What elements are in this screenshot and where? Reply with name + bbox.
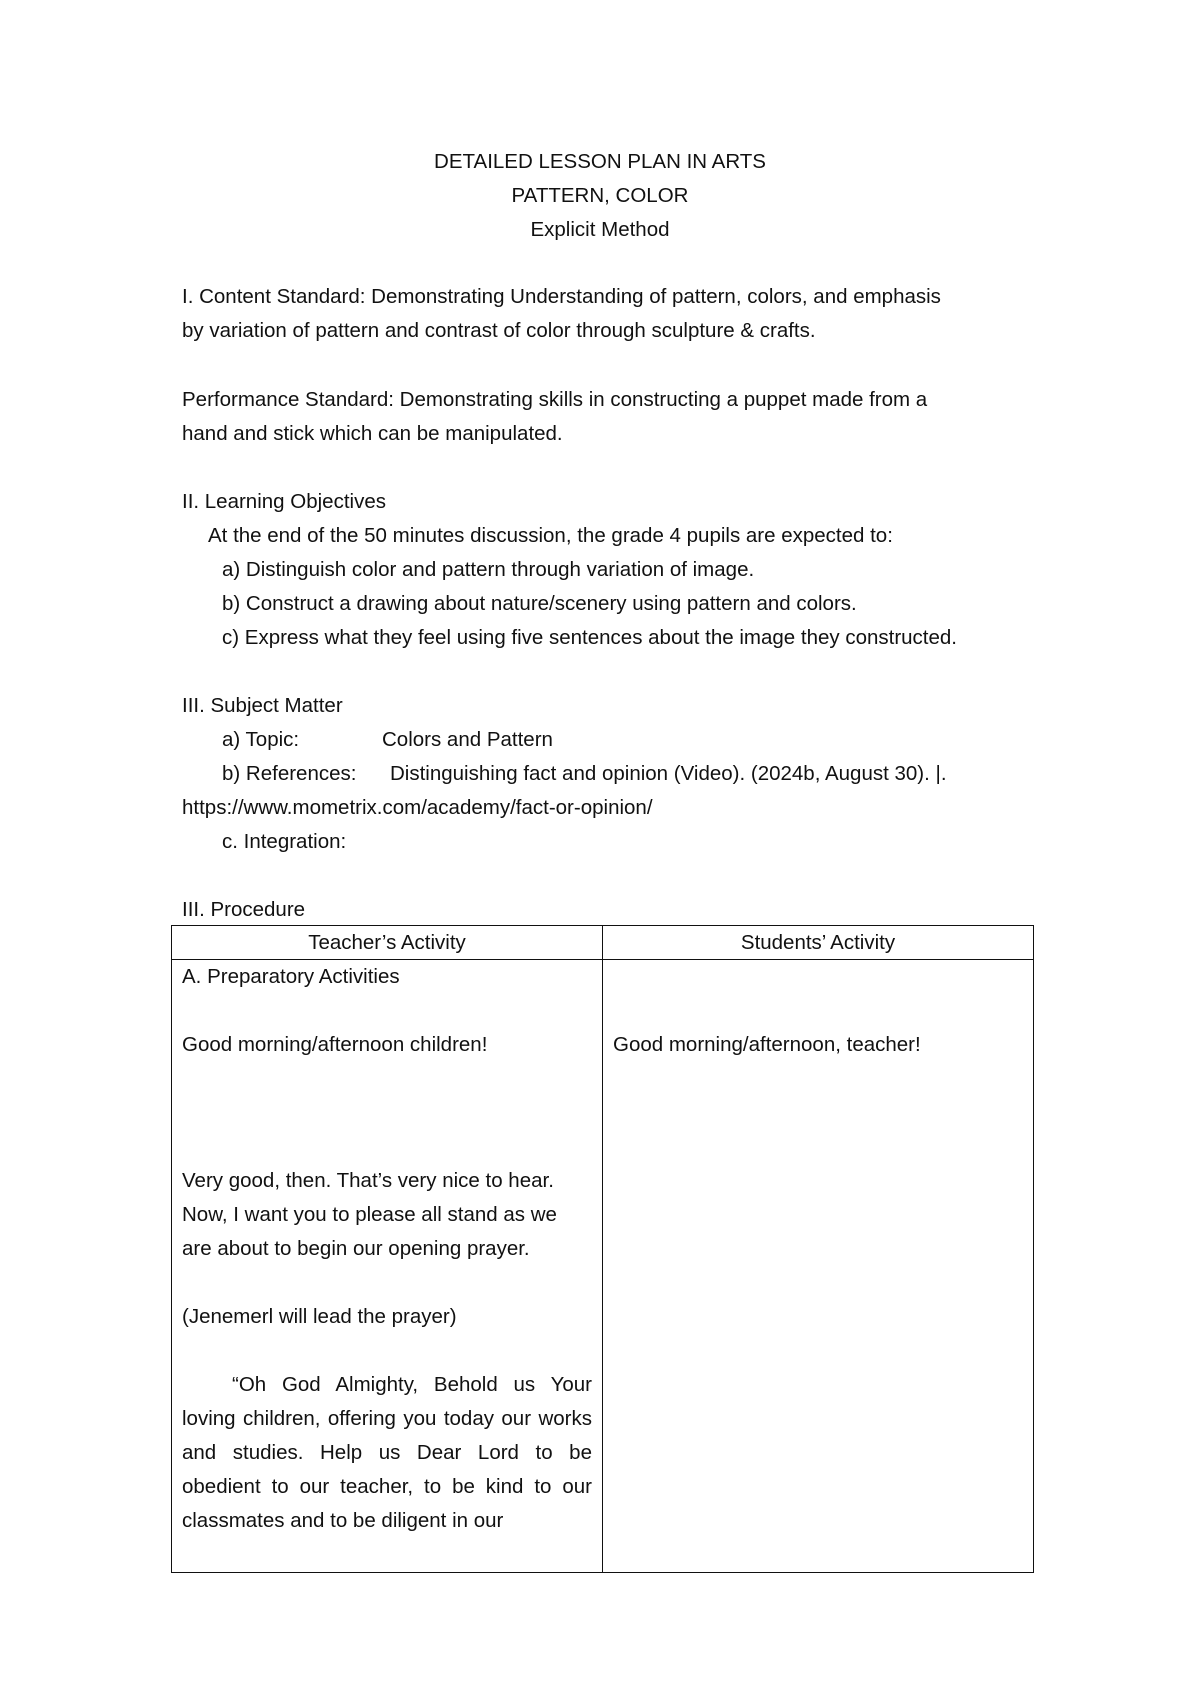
- title-line: DETAILED LESSON PLAN IN ARTS: [434, 150, 766, 173]
- topic-label: a) Topic:: [222, 728, 300, 751]
- performance-standard-line-1: Performance Standard: Demonstrating skills in constructing a puppet made from a: [182, 388, 928, 411]
- teacher-activity-header: Teacher’s Activity: [172, 926, 603, 960]
- content-standard-line-1: I. Content Standard: Demonstrating Understanding of pattern, colors, and emphasis: [182, 285, 941, 308]
- teacher-text-line: Now, I want you to please all stand as we: [182, 1203, 557, 1226]
- references-label: b) References:: [222, 762, 357, 785]
- content-standard-line-2: by variation of pattern and contrast of color through sculpture & crafts.: [182, 319, 816, 342]
- students-greeting: Good morning/afternoon, teacher!: [613, 1033, 921, 1056]
- references-url: https://www.mometrix.com/academy/fact-or-opinion/: [182, 796, 653, 819]
- topic-value: Colors and Pattern: [382, 728, 553, 751]
- procedure-heading: III. Procedure: [182, 898, 306, 921]
- objective-item: a) Distinguish color and pattern through variation of image.: [222, 558, 755, 581]
- subtitle-line: PATTERN, COLOR: [511, 184, 689, 207]
- prayer-leader-note: (Jenemerl will lead the prayer): [182, 1305, 457, 1328]
- teacher-activity-cell: [172, 960, 603, 1573]
- objectives-intro: At the end of the 50 minutes discussion, the grade 4 pupils are expected to:: [208, 524, 893, 547]
- document-title: [0, 145, 1200, 247]
- method-line: Explicit Method: [530, 218, 670, 241]
- integration-label: c. Integration:: [222, 830, 347, 853]
- teacher-text-line: are about to begin our opening prayer.: [182, 1237, 530, 1260]
- performance-standard-line-2: hand and stick which can be manipulated.: [182, 422, 563, 445]
- objective-item: c) Express what they feel using five sentences about the image they constructed.: [222, 626, 957, 649]
- teacher-greeting: Good morning/afternoon children!: [182, 1033, 488, 1056]
- subject-matter-heading: III. Subject Matter: [182, 694, 343, 717]
- objective-item: b) Construct a drawing about nature/scenery using pattern and colors.: [222, 592, 857, 615]
- objectives-heading: II. Learning Objectives: [182, 490, 386, 513]
- students-activity-cell: [603, 960, 1034, 1573]
- teacher-text-line: Very good, then. That’s very nice to hear.: [182, 1169, 554, 1192]
- references-value: Distinguishing fact and opinion (Video). (2024b, August 30). |.: [390, 762, 947, 785]
- opening-prayer: “Oh God Almighty, Behold us Your loving children, offering you today our works and studies. Help us Dear Lord to be obedient to our teacher, to be kind to our classmates and to be diligent in our: [182, 1373, 592, 1532]
- procedure-table: [171, 925, 1034, 1573]
- preparatory-activities-heading: A. Preparatory Activities: [182, 965, 400, 988]
- table-row: [172, 960, 1034, 1573]
- students-activity-header: Students’ Activity: [603, 926, 1034, 960]
- table-header-row: [172, 926, 1034, 960]
